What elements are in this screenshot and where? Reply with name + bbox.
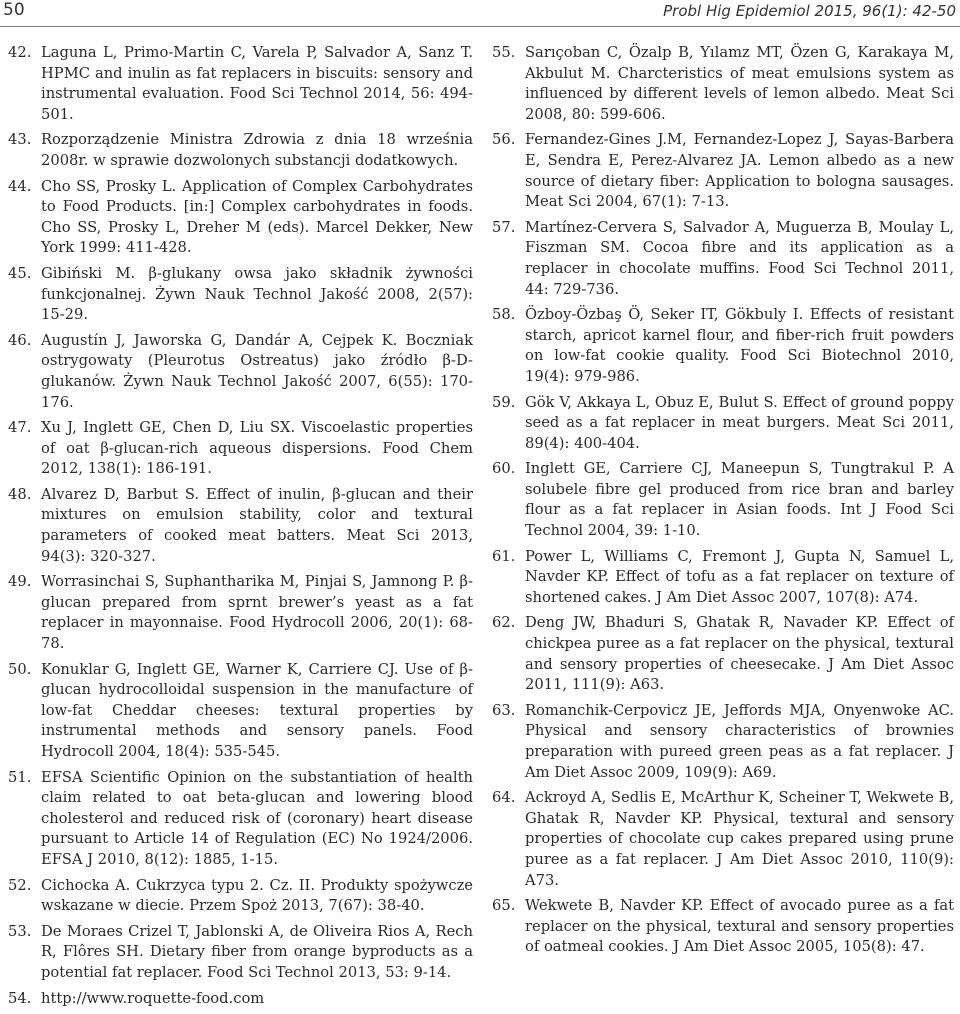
page-header xyxy=(0,0,960,32)
reference-number: 55. xyxy=(492,44,516,61)
reference-item xyxy=(8,418,473,480)
reference-text: Cho SS, Prosky L. Application of Complex Carbohydrates to Food Products. [in:] Complex carbohydrates in foods. Cho SS, Prosky L, Dreher M (eds). Marcel Dekker, New York 1999: 411-428. xyxy=(41,177,473,257)
reference-item xyxy=(492,393,954,455)
reference-text: Özboy-Özbaş Ö, Seker IT, Gökbuly I. Effects of resistant starch, apricot karnel flour, and fiber-rich fruit powders on low-fat cookie quality. Food Sci Biotechnol 2010, 19(4): 979-986. xyxy=(525,306,954,385)
reference-text: Worrasinchai S, Suphantharika M, Pinjai S, Jamnong P. β-glucan prepared from sprnt brewer’s yeast as a fat replacer in mayonnaise. Food Hydrocoll 2006, 20(1): 68-78. xyxy=(41,573,473,653)
reference-text: Power L, Williams C, Fremont J, Gupta N, Samuel L, Navder KP. Effect of tofu as a fat replacer on texture of shortened cakes. J Am Diet Assoc 2007, 107(8): A74. xyxy=(525,547,954,606)
reference-item xyxy=(8,989,473,1010)
header-rule xyxy=(0,26,960,27)
reference-number: 48. xyxy=(8,485,32,503)
reference-item xyxy=(492,701,954,783)
reference-text: Inglett GE, Carriere CJ, Maneepun S, Tungtrakul P. A solubele fibre gel produced from rice bran and barley flour as a fat replacer in Asian foods. Int J Food Sci Technol 2004, 39: 1-10. xyxy=(525,460,954,540)
reference-number: 42. xyxy=(8,44,32,61)
reference-item xyxy=(8,331,473,413)
reference-number: 63. xyxy=(492,701,516,719)
reference-number: 53. xyxy=(8,922,32,940)
reference-item xyxy=(492,218,954,300)
reference-item xyxy=(8,177,473,259)
reference-number: 46. xyxy=(8,331,32,349)
reference-number: 56. xyxy=(492,131,516,149)
reference-item xyxy=(492,788,954,891)
reference-text: Cichocka A. Cukrzyca typu 2. Cz. II. Produkty spożywcze wskazane w diecie. Przem Spoż 2013, 7(67): 38-40. xyxy=(41,876,473,915)
reference-item xyxy=(8,922,473,984)
reference-text: Sarıçoban C, Özalp B, Yılamz MT, Özen G, Karakaya M, Akbulut M. Charcteristics of meat emulsions system as influenced by different levels of lemon albedo. Meat Sci 2008, 80: 599-606. xyxy=(525,44,954,123)
reference-item xyxy=(8,130,473,171)
reference-text: http://www.roquette-food.com xyxy=(41,989,265,1007)
reference-text: Gök V, Akkaya L, Obuz E, Bulut S. Effect of ground poppy seed as a fat replacer in meat burgers. Meat Sci 2011, 89(4): 400-404. xyxy=(525,393,954,452)
reference-number: 54. xyxy=(8,989,32,1007)
page-number: 50 xyxy=(3,0,25,20)
reference-item xyxy=(8,572,473,654)
references-left-column xyxy=(8,43,473,1014)
reference-number: 64. xyxy=(492,789,516,807)
reference-item xyxy=(8,768,473,871)
reference-number: 45. xyxy=(8,264,32,282)
reference-text: Romanchik-Cerpovicz JE, Jeffords MJA, Onyenwoke AC. Physical and sensory characteristics of brownies preparation with pureed green peas as a fat replacer. J Am Diet Assoc 2009, 109(9): A69. xyxy=(525,701,954,781)
reference-item xyxy=(8,660,473,763)
reference-number: 65. xyxy=(492,897,516,915)
reference-text: Martínez-Cervera S, Salvador A, Muguerza B, Moulay L, Fiszman SM. Cocoa fibre and its application as a replacer in chocolate muffins. Food Sci Technol 2011, 44: 729-736. xyxy=(525,218,954,298)
reference-text: Laguna L, Primo-Martin C, Varela P, Salvador A, Sanz T. HPMC and inulin as fat replacers in biscuits: sensory and instrumental evaluation. Food Sci Technol 2014, 56: 494-501. xyxy=(41,44,473,123)
reference-text: Wekwete B, Navder KP. Effect of avocado puree as a fat replacer on the physical, textural and sensory properties of oatmeal cookies. J Am Diet Assoc 2005, 105(8): 47. xyxy=(525,897,954,956)
reference-text: Alvarez D, Barbut S. Effect of inulin, β-glucan and their mixtures on emulsion stability, color and textural parameters of cooked meat batters. Meat Sci 2013, 94(3): 320-327. xyxy=(41,485,473,565)
reference-number: 51. xyxy=(8,768,32,786)
reference-item xyxy=(8,485,473,567)
journal-citation: Probl Hig Epidemiol 2015, 96(1): 42-50 xyxy=(663,2,956,20)
reference-item xyxy=(492,613,954,695)
reference-item xyxy=(8,264,473,326)
reference-item xyxy=(492,43,954,125)
reference-text: Ackroyd A, Sedlis E, McArthur K, Scheiner T, Wekwete B, Ghatak R, Navder KP. Physical, textural and sensory properties of chocolate cup cakes prepared using prune puree as a fat replacer. J Am Diet Assoc 2010, 110(9): A73. xyxy=(525,789,954,889)
reference-text: Augustín J, Jaworska G, Dandár A, Cejpek K. Boczniak ostrygowaty (Pleurotus Ostreatus) jako źródło β-D-glukanów. Żywn Nauk Technol Jakość 2007, 6(55): 170-176. xyxy=(41,331,473,411)
reference-text: Gibiński M. β-glukany owsa jako składnik żywności funkcjonalnej. Żywn Nauk Technol Jakość 2008, 2(57): 15-29. xyxy=(41,264,473,324)
reference-text: Xu J, Inglett GE, Chen D, Liu SX. Viscoelastic properties of oat β-glucan-rich aqueous dispersions. Food Chem 2012, 138(1): 186-191. xyxy=(41,419,473,478)
reference-item xyxy=(492,896,954,958)
reference-item xyxy=(492,547,954,609)
reference-number: 60. xyxy=(492,460,516,478)
reference-number: 59. xyxy=(492,393,516,411)
reference-item xyxy=(8,876,473,917)
reference-text: De Moraes Crizel T, Jablonski A, de Oliveira Rios A, Rech R, Flôres SH. Dietary fiber from orange byproducts as a potential fat replacer. Food Sci Technol 2013, 53: 9-14. xyxy=(41,922,473,981)
reference-text: EFSA Scientific Opinion on the substantiation of health claim related to oat beta-glucan and lowering blood cholesterol and reduced risk of (coronary) heart disease pursuant to Article 14 of Regulation (EC) No 1924/2006. EFSA J 2010, 8(12): 1885, 1-15. xyxy=(41,768,473,868)
reference-item xyxy=(492,130,954,212)
reference-number: 58. xyxy=(492,306,516,324)
references-right-column xyxy=(492,43,954,963)
reference-item xyxy=(492,459,954,541)
reference-item xyxy=(8,43,473,125)
reference-text: Deng JW, Bhaduri S, Ghatak R, Navader KP. Effect of chickpea puree as a fat replacer on the physical, textural and sensory properties of cheesecake. J Am Diet Assoc 2011, 111(9): A63. xyxy=(525,614,954,694)
reference-number: 43. xyxy=(8,131,32,149)
reference-number: 57. xyxy=(492,218,516,236)
reference-number: 49. xyxy=(8,573,32,591)
reference-number: 44. xyxy=(8,177,32,195)
reference-number: 52. xyxy=(8,876,32,894)
reference-item xyxy=(492,305,954,387)
reference-text: Rozporządzenie Ministra Zdrowia z dnia 18 września 2008r. w sprawie dozwolonych substancji dodatkowych. xyxy=(41,131,473,169)
reference-text: Konuklar G, Inglett GE, Warner K, Carriere CJ. Use of β-glucan hydrocolloidal suspension in the manufacture of low-fat Cheddar cheeses: textural properties by instrumental methods and sensory panels. Food Hydrocoll 2004, 18(4): 535-545. xyxy=(41,660,473,760)
reference-number: 50. xyxy=(8,660,32,678)
reference-text: Fernandez-Gines J.M, Fernandez-Lopez J, Sayas-Barbera E, Sendra E, Perez-Alvarez JA. Lemon albedo as a new source of dietary fiber: Application to bologna sausages. Meat Sci 2004, 67(1): 7-13. xyxy=(525,131,954,211)
reference-number: 61. xyxy=(492,547,516,565)
reference-number: 62. xyxy=(492,614,516,632)
reference-number: 47. xyxy=(8,419,32,437)
